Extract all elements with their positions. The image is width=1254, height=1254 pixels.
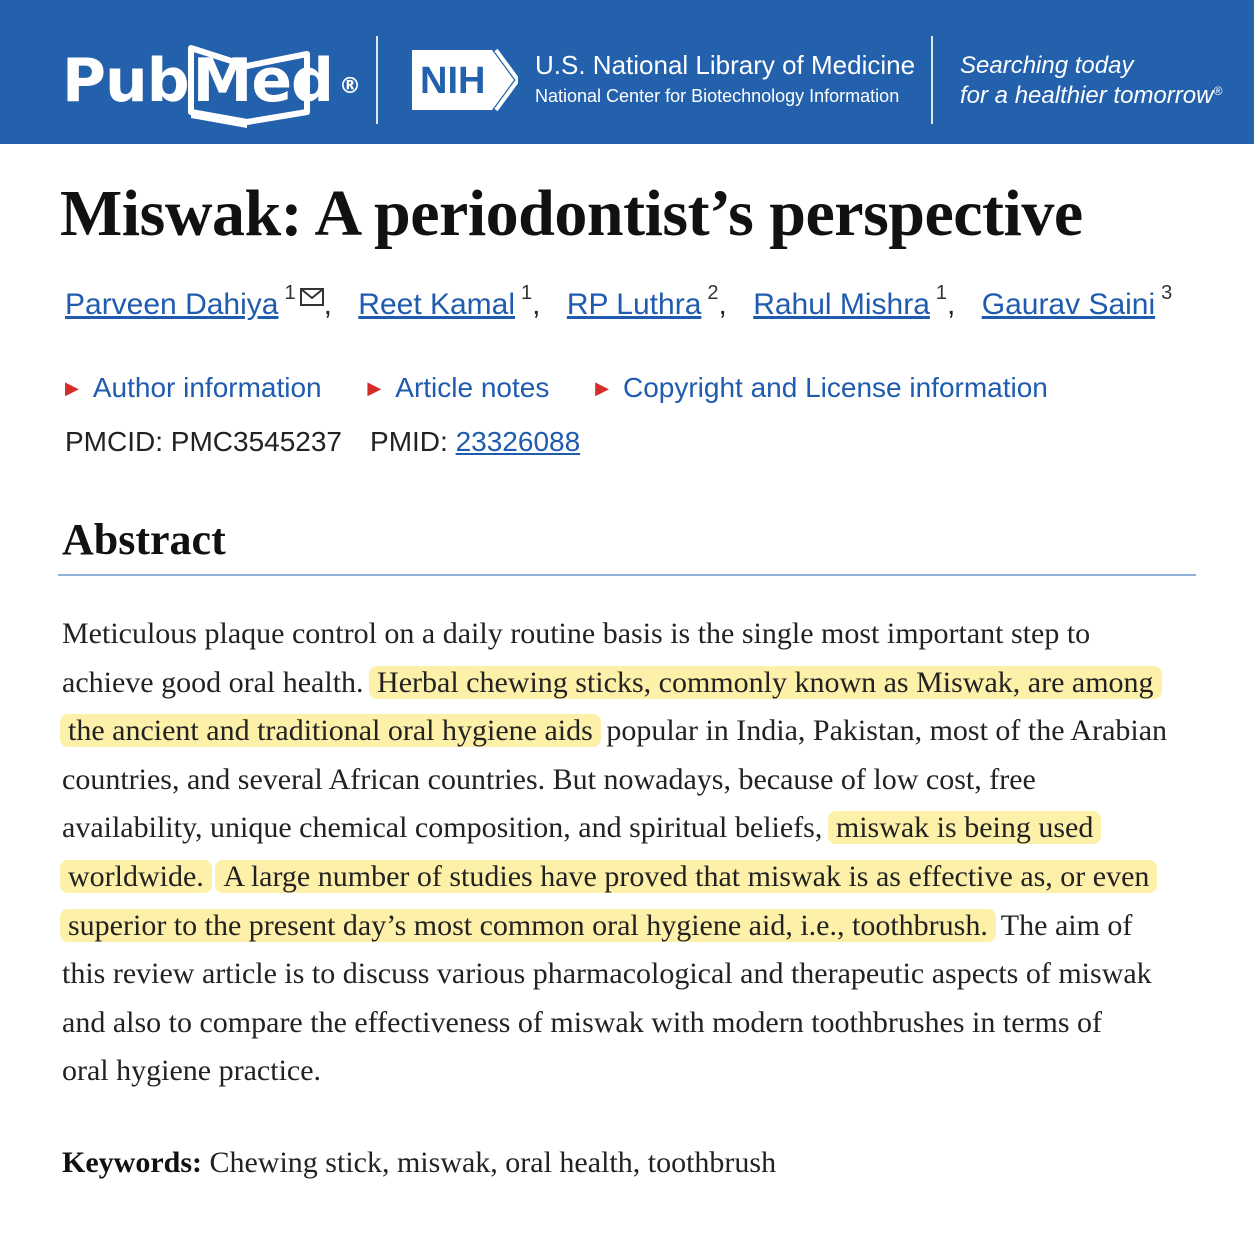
- abstract-line: [62, 707, 1232, 756]
- tagline-line1: Searching today: [960, 52, 1134, 79]
- abstract-line: [62, 610, 1232, 659]
- pmid-label: PMID:: [370, 426, 448, 457]
- header-divider-2: [931, 36, 933, 124]
- tagline-line2: [960, 82, 1222, 110]
- abstract-segment: The aim of: [1000, 908, 1133, 942]
- abstract-segment: oral hygiene practice.: [62, 1054, 322, 1088]
- author-link[interactable]: Reet Kamal: [358, 288, 516, 321]
- abstract-line: [62, 1047, 1232, 1096]
- abstract-segment: achieve good oral health.: [62, 665, 364, 699]
- abstract-line: [62, 853, 1232, 902]
- nih-text: NIH: [420, 60, 486, 102]
- author-list: Parveen Dahiya $^1$ , Reet Kamal $^1$, RP Luthra $^2$, Rahul Mishra $^1$, Gaurav Saini $^3$: [65, 282, 1173, 321]
- nlm-title[interactable]: U.S. National Library of Medicine: [535, 50, 916, 80]
- highlight-span: the ancient and traditional oral hygiene aids: [60, 714, 601, 747]
- author-link[interactable]: RP Luthra: [566, 288, 702, 321]
- abstract-segment: popular in India, Pakistan, most of the Arabian: [606, 714, 1168, 748]
- header-divider: [376, 36, 378, 124]
- nih-badge-shape: [408, 46, 518, 114]
- email-icon[interactable]: [300, 288, 324, 306]
- pmcid: PMCID: PMC3545237: [65, 426, 343, 457]
- toggle-label: Copyright and License information: [622, 372, 1048, 403]
- keywords-list: Chewing stick, miswak, oral health, toothbrush: [209, 1146, 777, 1179]
- abstract-line: [62, 756, 1232, 805]
- author-link[interactable]: Rahul Mishra: [753, 288, 930, 321]
- nih-logo[interactable]: [408, 46, 518, 119]
- info-toggles: [65, 372, 1086, 404]
- keywords-section: [62, 1146, 776, 1180]
- abstract-line: [62, 659, 1232, 708]
- pmid-link[interactable]: 23326088: [455, 426, 581, 457]
- logo-med-book: [189, 40, 337, 122]
- abstract-text: [62, 610, 1232, 1096]
- expand-triangle-icon: ▶: [595, 378, 609, 398]
- toggle-label: Author information: [92, 372, 322, 403]
- abstract-segment: countries, and several African countries. But nowadays, because of low cost, free: [62, 762, 1036, 796]
- logo-registered-mark: ®: [339, 74, 360, 99]
- ncbi-subtitle[interactable]: National Center for Biotechnology Information: [535, 86, 900, 106]
- abstract-segment: and also to compare the effectiveness of miswak with modern toothbrushes in terms of: [62, 1005, 1103, 1039]
- highlight-span: Herbal chewing sticks, commonly known as Miswak, are among: [369, 666, 1162, 699]
- tagline-registered-mark: ®: [1213, 84, 1223, 98]
- article-identifiers: [65, 426, 580, 458]
- affiliation-number[interactable]: 3: [1161, 282, 1173, 304]
- pubmed-logo[interactable]: [62, 40, 360, 122]
- article-title: Miswak: A periodontist’s perspective: [60, 177, 1083, 250]
- logo-pub-text: Pub: [62, 46, 189, 116]
- abstract-heading: Abstract: [62, 515, 226, 564]
- tagline-line2-text: for a healthier tomorrow: [960, 82, 1214, 109]
- toggle-label: Article notes: [395, 372, 550, 403]
- affiliation-number[interactable]: 1: [521, 282, 533, 304]
- highlight-span: superior to the present day’s most common oral hygiene aid, i.e., toothbrush.: [60, 909, 996, 942]
- expand-triangle-icon: ▶: [65, 378, 79, 398]
- keywords-label: Keywords:: [62, 1146, 202, 1179]
- site-header: [0, 0, 1254, 144]
- author-link[interactable]: Gaurav Saini: [981, 288, 1156, 321]
- toggle-copyright-license[interactable]: [595, 372, 1048, 403]
- toggle-author-information[interactable]: [65, 372, 322, 403]
- expand-triangle-icon: ▶: [367, 378, 382, 398]
- highlight-span: miswak is being used: [828, 811, 1101, 844]
- abstract-divider: [58, 574, 1196, 576]
- affiliation-number[interactable]: 1: [935, 282, 948, 304]
- abstract-segment: availability, unique chemical composition, and spiritual beliefs,: [62, 811, 823, 845]
- abstract-segment: Meticulous plaque control on a daily routine basis is the single most important step to: [62, 617, 1091, 650]
- toggle-article-notes[interactable]: [367, 372, 549, 403]
- author-link[interactable]: Parveen Dahiya: [65, 288, 279, 321]
- highlight-span: worldwide.: [60, 860, 212, 893]
- abstract-segment: this review article is to discuss various pharmacological and therapeutic aspects of miswak: [62, 957, 1152, 991]
- logo-med-text: Med: [192, 46, 333, 116]
- abstract-line: [62, 902, 1232, 951]
- highlight-span: A large number of studies have proved that miswak is as effective as, or even: [215, 860, 1157, 893]
- abstract-line: [62, 950, 1232, 999]
- abstract-line: [62, 804, 1232, 853]
- affiliation-number[interactable]: 1: [284, 282, 296, 304]
- affiliation-number[interactable]: 2: [707, 282, 719, 304]
- abstract-line: [62, 999, 1232, 1048]
